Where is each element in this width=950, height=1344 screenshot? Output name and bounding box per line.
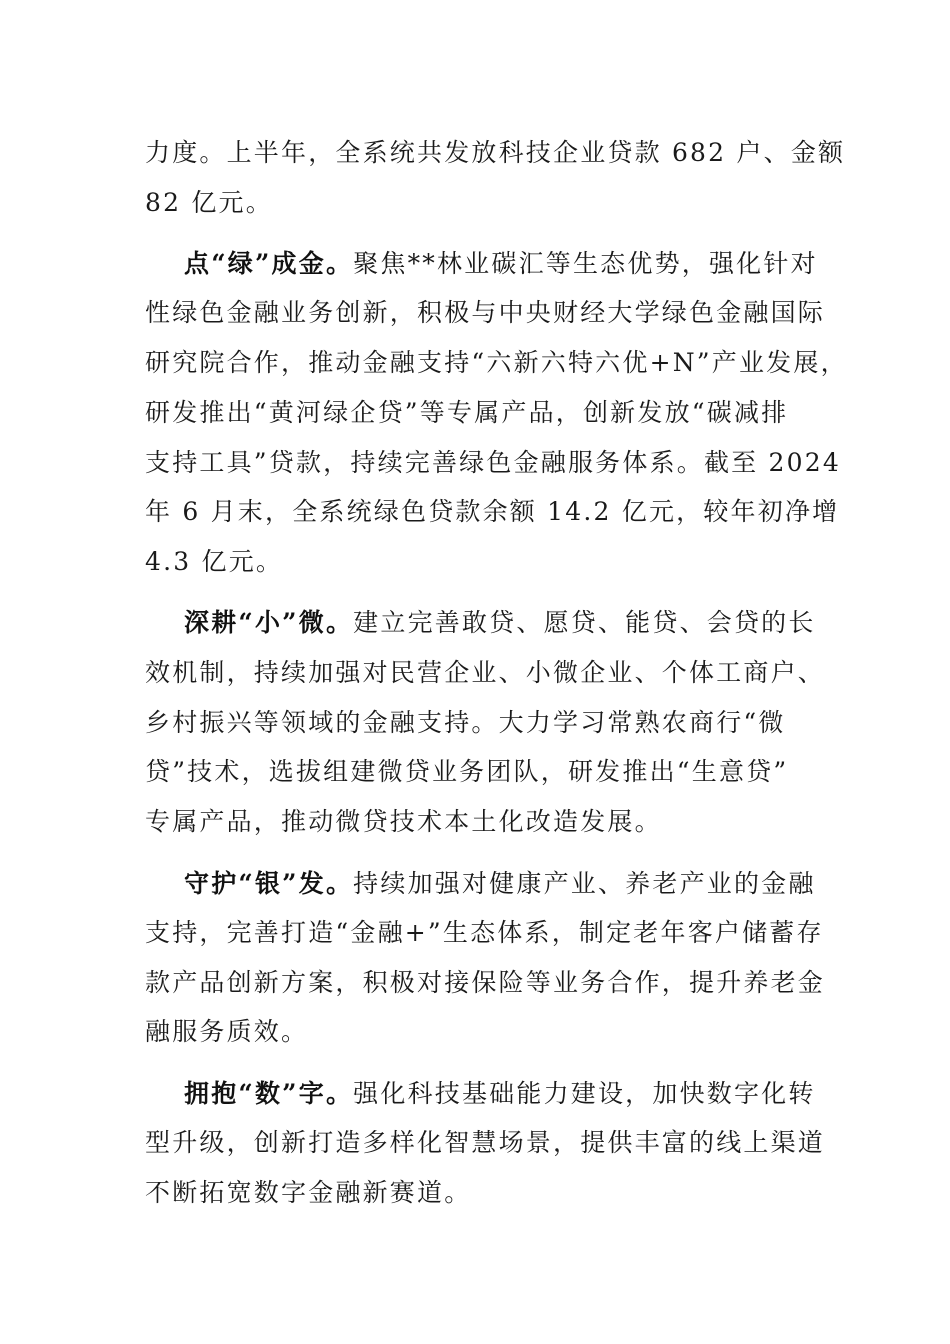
paragraph-4-line-1: [184, 869, 816, 899]
paragraph-3-line-2: 效机制，持续加强对民营企业、小微企业、个体工商户、: [145, 658, 826, 687]
paragraph-4-line-3: 款产品创新方案，积极对接保险等业务合作，提升养老金: [145, 968, 826, 997]
paragraph-2-line-5: 支持工具”贷款，持续完善绿色金融服务体系。截至 2024: [145, 448, 841, 477]
paragraph-2-line-4: 研发推出“黄河绿企贷”等专属产品，创新发放“碳减排: [145, 398, 789, 427]
paragraph-2-line-7: 4.3 亿元。: [145, 547, 284, 576]
paragraph-3-line-1: [184, 608, 816, 638]
paragraph-5-line-3: 不断拓宽数字金融新赛道。: [145, 1178, 472, 1207]
paragraph-2-line-2: 性绿色金融业务创新，积极与中央财经大学绿色金融国际: [145, 298, 826, 327]
paragraph-2-line-1-text: 聚焦**林业碳汇等生态优势，强化针对: [353, 249, 818, 278]
paragraph-2-line-3: 研究院合作，推动金融支持“六新六特六优+N”产业发展，: [145, 348, 848, 377]
paragraph-2-heading: 点“绿”成金。: [184, 249, 354, 278]
paragraph-3-line-4: 贷”技术，选拔组建微贷业务团队，研发推出“生意贷”: [145, 757, 789, 786]
paragraph-1-line-1: 力度。上半年，全系统共发放科技企业贷款 682 户、金额: [145, 138, 846, 167]
paragraph-3-heading: 深耕“小”微。: [184, 608, 354, 637]
paragraph-1-line-2: 82 亿元。: [145, 188, 273, 217]
paragraph-4-line-1-text: 持续加强对健康产业、养老产业的金融: [353, 869, 816, 898]
paragraph-4-line-2: 支持，完善打造“金融+”生态体系，制定老年客户储蓄存: [145, 918, 824, 947]
paragraph-4-heading: 守护“银”发。: [184, 869, 354, 898]
paragraph-5-line-1-text: 强化科技基础能力建设，加快数字化转: [353, 1079, 816, 1108]
paragraph-4-line-4: 融服务质效。: [145, 1017, 309, 1046]
paragraph-2-line-6: 年 6 月末，全系统绿色贷款余额 14.2 亿元，较年初净增: [145, 497, 840, 526]
paragraph-2-line-1: [184, 249, 818, 279]
paragraph-5-line-1: [184, 1079, 816, 1109]
paragraph-3-line-5: 专属产品，推动微贷技术本土化改造发展。: [145, 807, 662, 836]
paragraph-5-line-2: 型升级，创新打造多样化智慧场景，提供丰富的线上渠道: [145, 1128, 826, 1157]
paragraph-3-line-1-text: 建立完善敢贷、愿贷、能贷、会贷的长: [353, 608, 816, 637]
paragraph-3-line-3: 乡村振兴等领域的金融支持。大力学习常熟农商行“微: [145, 708, 786, 737]
paragraph-5-heading: 拥抱“数”字。: [184, 1079, 354, 1108]
